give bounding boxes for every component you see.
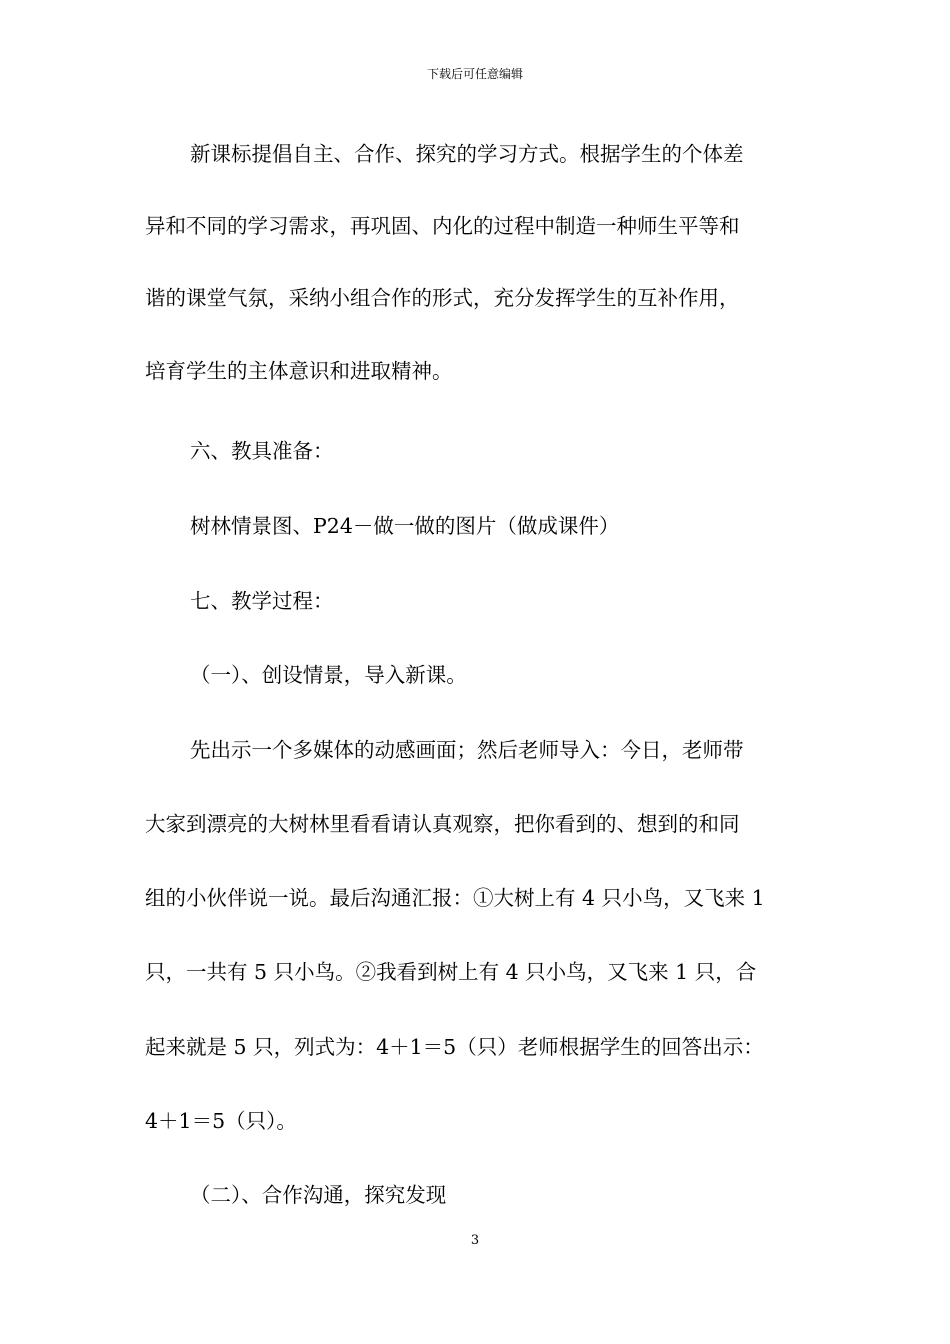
subsection-heading: （二）、合作沟通，探究发现 (190, 1183, 447, 1207)
page-header: 下载后可任意编辑 (426, 67, 523, 81)
paragraph-line: 只，一共有 5 只小鸟。②我看到树上有 4 只小鸟，又飞来 1 只，合 (145, 960, 757, 984)
subsection-heading: （一）、创设情景，导入新课。 (190, 663, 467, 687)
paragraph-line: 先出示一个多媒体的动感画面；然后老师导入：今日，老师带 (190, 738, 744, 762)
paragraph-line: 大家到漂亮的大树林里看看请认真观察，把你看到的、想到的和同 (145, 812, 740, 836)
page-number: 3 (470, 1233, 480, 1248)
paragraph-line: 谐的课堂气氛，采纳小组合作的形式，充分发挥学生的互补作用， (145, 286, 740, 310)
paragraph-line: 新课标提倡自主、合作、探究的学习方式。根据学生的个体差 (190, 142, 744, 166)
paragraph-line: 异和不同的学习需求，再巩固、内化的过程中制造一种师生平等和 (145, 214, 740, 238)
paragraph-line: 树林情景图、P24－做一做的图片（做成课件） (190, 514, 620, 538)
paragraph-line: 起来就是 5 只，列式为：4＋1＝5（只）老师根据学生的回答出示： (145, 1035, 764, 1059)
paragraph-line: 培育学生的主体意识和进取精神。 (145, 359, 453, 383)
paragraph-line: 组的小伙伴说一说。最后沟通汇报：①大树上有 4 只小鸟，又飞来 1 (145, 886, 765, 910)
section-heading: 六、教具准备： (190, 439, 334, 463)
section-heading: 七、教学过程： (190, 589, 334, 613)
paragraph-line: 4＋1＝5（只）。 (145, 1109, 297, 1133)
